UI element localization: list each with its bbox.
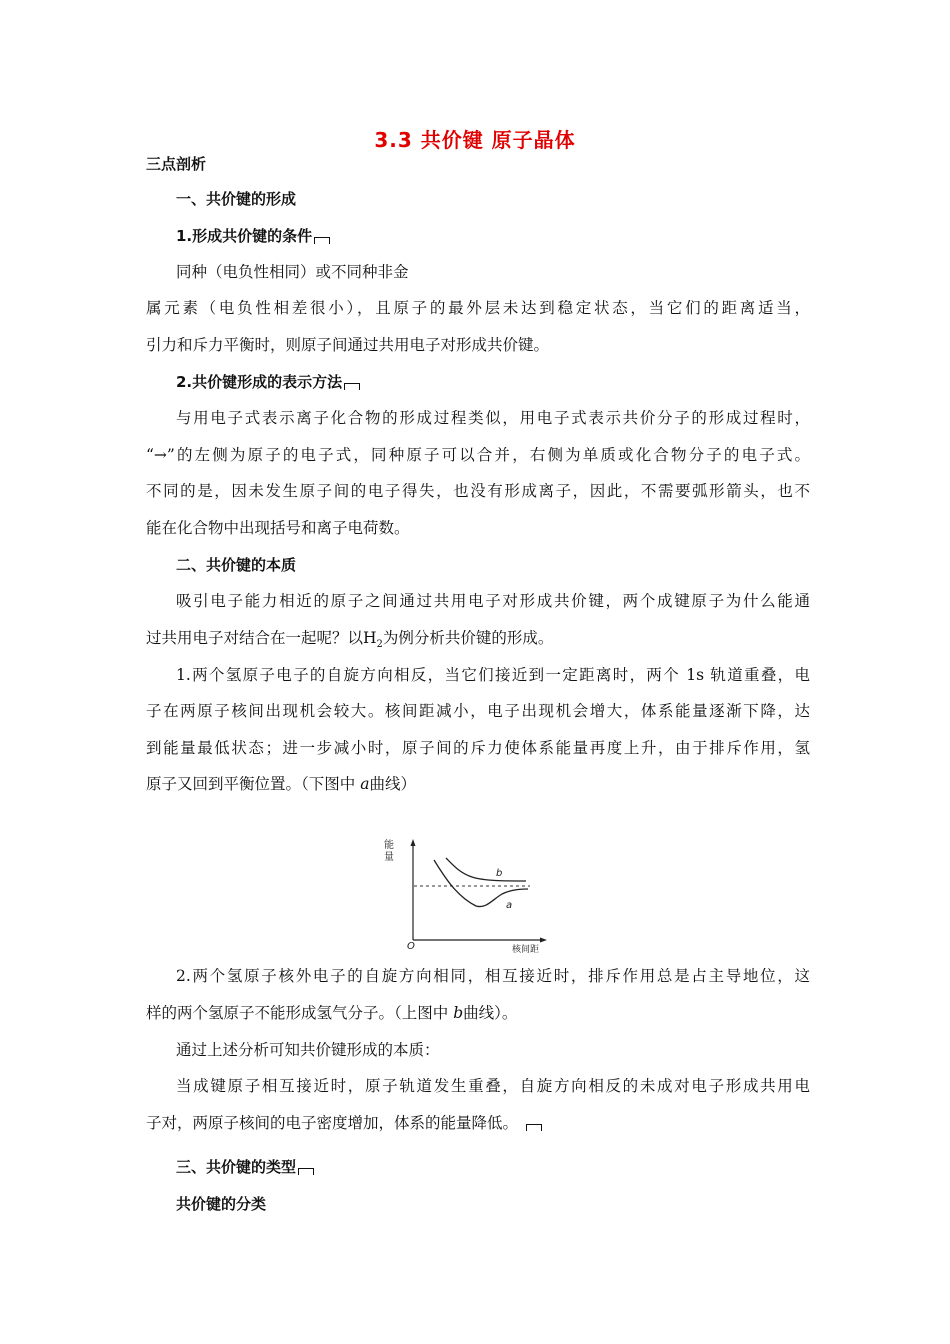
- paragraph-line: 通过上述分析可知共价键形成的本质：: [176, 1041, 440, 1059]
- text-segment: 样的两个氢原子不能形成氢气分子。（上图中: [146, 1004, 454, 1022]
- paragraph-line: “→”的左侧为原子的电子式，同种原子可以合并，右侧为单质或化合物分子的电子式。: [146, 446, 810, 464]
- paragraph-line: 2.两个氢原子核外电子的自旋方向相同，相互接近时，排斥作用总是占主导地位，这: [176, 967, 810, 985]
- paragraph-line: 1.两个氢原子电子的自旋方向相反，当它们接近到一定距离时，两个 1s 轨道重叠，电: [176, 666, 810, 684]
- y-axis-label-2: 量: [384, 852, 394, 863]
- curve-b: [446, 858, 526, 881]
- curve-a: [434, 860, 528, 907]
- text-segment: 子对，两原子核间的电子密度增加，体系的能量降低。: [146, 1114, 519, 1132]
- paragraph-line: 能在化合物中出现括号和离子电荷数。: [146, 519, 410, 537]
- bracket-mark-icon: [314, 237, 330, 244]
- bracket-mark-icon: [526, 1124, 542, 1131]
- part1-heading: 一、共价键的形成: [176, 190, 297, 208]
- bracket-mark-icon: [344, 383, 360, 390]
- paragraph-line: [146, 1113, 810, 1133]
- x-axis-arrow-icon: [540, 938, 547, 943]
- text-segment: 曲线）: [369, 775, 416, 793]
- paragraph-line: 属元素（电负性相差很小），且原子的最外层未达到稳定状态，当它们的距离适当，: [146, 299, 810, 317]
- section-heading: 三点剖析: [146, 155, 207, 173]
- page-title: 3.3 共价键 原子晶体: [374, 128, 576, 152]
- paragraph-line: 到能量最低状态；进一步减小时，原子间的斥力使体系能量再度上升，由于排斥作用，氢: [146, 739, 810, 757]
- paragraph-line: 当成键原子相互接近时，原子轨道发生重叠，自旋方向相反的未成对电子形成共用电: [176, 1077, 810, 1095]
- part2-heading: 二、共价键的本质: [176, 556, 297, 574]
- x-axis-label: 核间距: [512, 945, 540, 955]
- paragraph-line: 与用电子式表示离子化合物的形成过程类似，用电子式表示共价分子的形成过程时，: [176, 409, 810, 427]
- variable: a: [360, 775, 370, 793]
- paragraph-line: 子在两原子核间出现机会较大。核间距减小，电子出现机会增大，体系能量逐渐下降，达: [146, 702, 810, 720]
- paragraph-line: [146, 628, 810, 655]
- paragraph-line: [146, 1003, 810, 1023]
- y-axis-label-1: 能: [384, 840, 394, 851]
- text-segment: 曲线）。: [463, 1004, 518, 1022]
- y-axis-arrow-icon: [411, 839, 416, 846]
- paragraph-line: 不同的是，因未发生原子间的电子得失，也没有形成离子，因此，不需要弧形箭头，也不: [146, 482, 810, 500]
- curve-a-label: a: [506, 900, 513, 911]
- part3-heading-text: 三、共价键的类型: [176, 1158, 297, 1176]
- bracket-mark-icon: [298, 1168, 314, 1175]
- origin-label: O: [407, 941, 415, 952]
- paragraph-line: 吸引电子能力相近的原子之间通过共用电子对形成共价键，两个成键原子为什么能通: [176, 592, 810, 610]
- part3-sub-heading: 共价键的分类: [176, 1195, 267, 1213]
- part1-sub1-heading-text: 1.形成共价键的条件: [176, 227, 313, 245]
- variable: b: [453, 1004, 464, 1022]
- subscript: 2: [376, 639, 383, 651]
- text-segment: 为例分析共价键的形成。: [382, 629, 554, 647]
- paragraph-line: [146, 774, 810, 794]
- paragraph-line: 引力和斥力平衡时，则原子间通过共用电子对形成共价键。: [146, 336, 550, 354]
- text-segment: 过共用电子对结合在一起呢？以H: [146, 629, 377, 647]
- part1-sub2-heading-text: 2.共价键形成的表示方法: [176, 373, 343, 391]
- text-segment: 原子又回到平衡位置。（下图中: [146, 775, 361, 793]
- part1-sub2-heading: [176, 372, 840, 392]
- energy-distance-figure: [380, 836, 550, 958]
- part1-sub1-heading: [176, 226, 840, 246]
- part3-heading: [176, 1157, 840, 1177]
- paragraph-line: 同种（电负性相同）或不同种非金: [176, 263, 409, 281]
- curve-b-label: b: [496, 868, 503, 879]
